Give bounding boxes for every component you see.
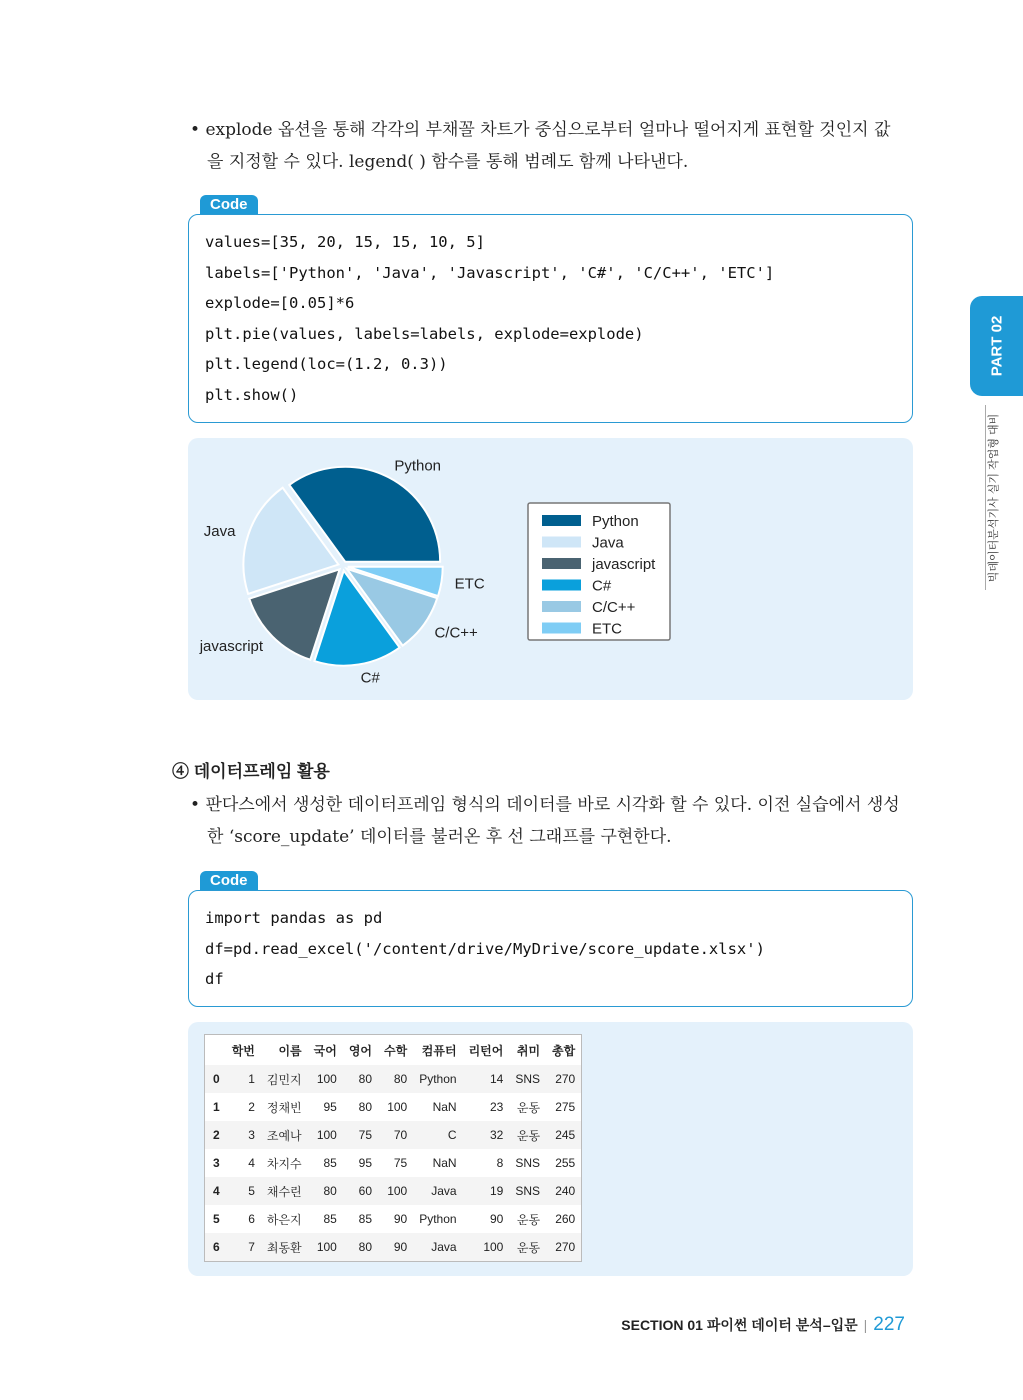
table-cell: 240 [555, 1184, 576, 1198]
legend-label: Java [592, 534, 624, 552]
table-cell: 270 [555, 1240, 576, 1254]
table-cell: 1 [248, 1072, 255, 1086]
column-header: 학번 [231, 1043, 255, 1058]
table-cell: 김민지 [266, 1072, 302, 1087]
legend-swatch [542, 623, 581, 634]
table-cell: 100 [387, 1184, 408, 1198]
page-footer [621, 1314, 905, 1336]
code-line: values=[35, 20, 15, 15, 10, 5] [205, 233, 485, 251]
table-cell: 채수린 [266, 1184, 302, 1199]
table-cell: 8 [496, 1156, 504, 1170]
column-header: 영어 [348, 1043, 373, 1058]
table-cell: 275 [555, 1100, 576, 1114]
part-tab-label: PART 02 [988, 315, 1005, 377]
table-cell: 19 [490, 1184, 504, 1198]
table-row [205, 1233, 581, 1261]
table-cell: 100 [316, 1072, 337, 1086]
table-cell: 6 [248, 1212, 255, 1226]
column-header: 취미 [516, 1043, 541, 1058]
table-cell: 3 [248, 1128, 255, 1142]
table-cell: 80 [323, 1184, 337, 1198]
column-header: 리턴어 [468, 1043, 504, 1058]
table-cell: 운동 [516, 1128, 541, 1143]
code-line: import pandas as pd [205, 909, 383, 927]
table-cell: 95 [323, 1100, 337, 1114]
column-header: 국어 [313, 1043, 337, 1058]
table-cell: 최동환 [266, 1240, 302, 1255]
row-index: 2 [213, 1128, 220, 1142]
code-line: plt.pie(values, labels=labels, explode=explode) [205, 324, 644, 343]
legend-swatch [542, 601, 581, 612]
pie-chart [188, 438, 913, 700]
table-row [205, 1177, 581, 1205]
code-line: explode=[0.05]*6 [205, 294, 355, 312]
slice-label: javascript [199, 637, 264, 655]
table-cell: 90 [490, 1212, 504, 1226]
table-cell: 85 [323, 1156, 337, 1170]
table-cell: 95 [358, 1156, 373, 1170]
row-index: 1 [213, 1100, 220, 1114]
legend-label: ETC [592, 620, 622, 638]
row-index: 3 [213, 1156, 220, 1170]
table-cell: 260 [555, 1212, 576, 1226]
side-caption-text: 빅데이터분석기사 실기 작업형 대비 [988, 413, 1000, 582]
table-cell: 100 [316, 1128, 337, 1142]
row-index: 0 [213, 1072, 220, 1086]
table-cell: 90 [393, 1240, 408, 1254]
column-header: 수학 [384, 1043, 408, 1058]
side-caption [985, 405, 1000, 590]
dataframe-table [205, 1035, 581, 1261]
table-cell: 32 [490, 1128, 504, 1142]
table-cell: NaN [432, 1156, 457, 1170]
footer-separator: | [863, 1317, 868, 1333]
table-cell: 2 [248, 1100, 255, 1114]
legend-label: Python [592, 513, 639, 530]
table-cell: 80 [358, 1072, 373, 1086]
table-cell: NaN [432, 1100, 457, 1114]
intro-line-2: 을 지정할 수 있다. legend( ) 함수를 통해 범례도 함께 나타낸다. [207, 152, 689, 172]
table-cell: 90 [393, 1212, 408, 1226]
table-cell: Python [419, 1072, 457, 1086]
code-tag: Code [200, 195, 258, 215]
table-cell: 7 [248, 1240, 255, 1254]
table-cell: SNS [515, 1184, 541, 1198]
row-index: 4 [213, 1184, 220, 1198]
table-cell: 운동 [516, 1212, 541, 1227]
column-header: 총합 [552, 1043, 576, 1058]
section-paragraph [190, 789, 920, 853]
chart-panel [188, 438, 913, 700]
table-cell: C [447, 1128, 457, 1142]
column-header: 컴퓨터 [421, 1043, 457, 1058]
table-cell: 75 [358, 1128, 373, 1142]
dataframe-panel [188, 1022, 913, 1276]
slice-label: Java [203, 523, 236, 541]
page-number: 227 [873, 1314, 905, 1335]
code-line: df=pd.read_excel('/content/drive/MyDrive/score_update.xlsx') [205, 939, 765, 958]
table-cell: 하은지 [266, 1212, 302, 1227]
code-tag: Code [200, 871, 258, 891]
section-line-1: 판다스에서 생성한 데이터프레임 형식의 데이터를 바로 시각화 할 수 있다. 이전 실습에서 생성 [205, 795, 900, 815]
table-row [205, 1149, 581, 1177]
slice-label: C/C++ [434, 624, 478, 642]
table-row [205, 1065, 581, 1093]
part-tab [970, 296, 1023, 396]
legend-swatch [542, 515, 581, 526]
table-cell: 80 [358, 1240, 373, 1254]
code-line: labels=['Python', 'Java', 'Javascript', 'C#', 'C/C++', 'ETC'] [205, 263, 775, 282]
table-cell: SNS [515, 1156, 541, 1170]
slice-label: C# [360, 669, 380, 687]
table-cell: 5 [248, 1184, 255, 1198]
table-cell: 80 [393, 1072, 408, 1086]
legend-label: C/C++ [592, 599, 636, 616]
table-cell: 60 [358, 1184, 373, 1198]
table-cell: 차지수 [266, 1156, 302, 1171]
table-cell: Python [419, 1212, 457, 1226]
table-cell: Java [431, 1184, 457, 1198]
dataframe-output [204, 1034, 582, 1262]
column-header [205, 1035, 226, 1065]
table-cell: 70 [393, 1128, 408, 1142]
row-index: 6 [213, 1240, 220, 1254]
code-line: plt.show() [205, 385, 299, 404]
table-cell: 100 [316, 1240, 337, 1254]
table-cell: 270 [555, 1072, 576, 1086]
legend-swatch [542, 558, 581, 569]
legend-label: javascript [592, 556, 656, 573]
section-heading: ④ 데이터프레임 활용 [172, 762, 330, 781]
intro-line-1: explode 옵션을 통해 각각의 부채꼴 차트가 중심으로부터 얼마나 떨어지게 표현할 것인지 값 [205, 120, 891, 140]
table-row [205, 1093, 581, 1121]
table-cell: 4 [248, 1156, 255, 1170]
table-cell: SNS [515, 1072, 541, 1086]
table-cell: 운동 [516, 1240, 541, 1255]
table-cell: 운동 [516, 1100, 541, 1115]
table-cell: 75 [393, 1156, 408, 1170]
legend-swatch [542, 537, 581, 548]
table-cell: Java [431, 1240, 457, 1254]
row-index: 5 [213, 1212, 220, 1226]
bullet: • [190, 120, 201, 140]
legend-swatch [542, 580, 581, 591]
code-line: plt.legend(loc=(1.2, 0.3)) [205, 355, 448, 373]
table-cell: 80 [358, 1100, 373, 1114]
table-header-row [205, 1035, 581, 1065]
table-cell: 23 [490, 1100, 504, 1114]
table-cell: 14 [490, 1072, 504, 1086]
section-line-2: 한 ‘score_update’ 데이터를 불러온 후 선 그래프를 구현한다. [207, 827, 672, 847]
table-row [205, 1121, 581, 1149]
intro-paragraph [190, 114, 920, 178]
table-cell: 255 [555, 1156, 576, 1170]
table-cell: 정채빈 [266, 1100, 302, 1115]
code-line: df [205, 970, 224, 988]
table-cell: 85 [323, 1212, 337, 1226]
bullet: • [190, 795, 201, 815]
table-cell: 조예나 [266, 1128, 302, 1143]
code-block-dataframe [188, 890, 913, 1007]
table-cell: 100 [483, 1240, 504, 1254]
footer-section: SECTION 01 파이썬 데이터 분석–입문 [621, 1317, 858, 1333]
slice-label: Python [394, 457, 442, 475]
column-header: 이름 [278, 1043, 302, 1058]
code-block-pie [188, 214, 913, 423]
table-row [205, 1205, 581, 1233]
table-cell: 245 [555, 1128, 576, 1142]
table-cell: 100 [387, 1100, 408, 1114]
slice-label: ETC [454, 575, 485, 593]
legend-label: C# [592, 577, 612, 595]
table-cell: 85 [358, 1212, 373, 1226]
